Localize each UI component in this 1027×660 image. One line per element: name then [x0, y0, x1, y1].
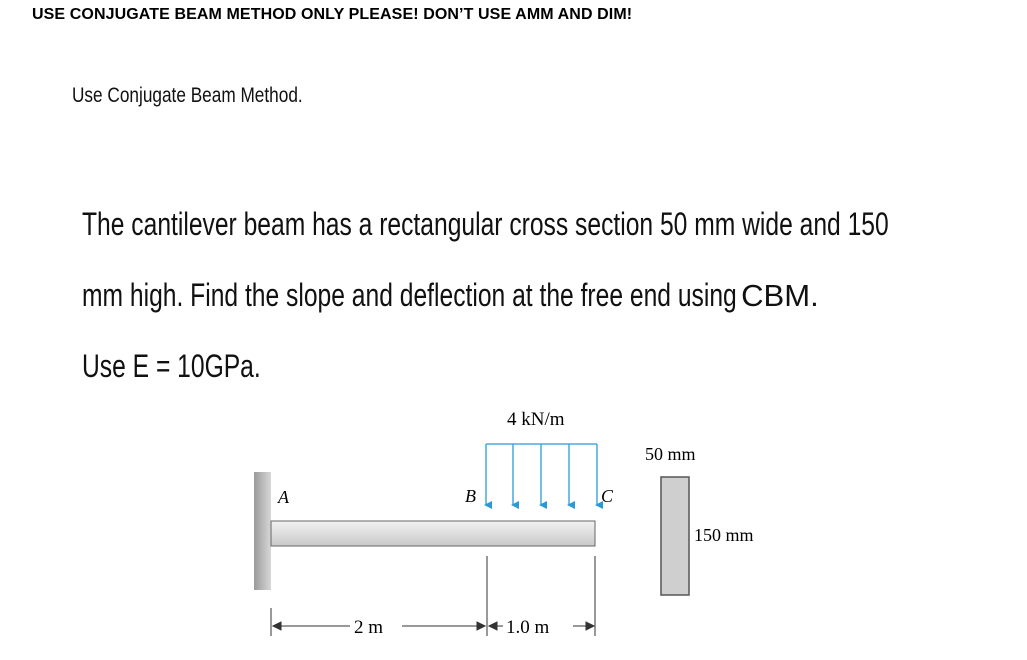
cantilever-beam — [271, 521, 595, 546]
instruction-banner: USE CONJUGATE BEAM METHOD ONLY PLEASE! DON’T USE AMM AND DIM! — [32, 6, 633, 23]
load-label: 4 kN/m — [507, 409, 565, 430]
problem-line-2-cbm: CBM. — [741, 278, 819, 313]
section-height-label: 150 mm — [694, 525, 754, 545]
dim-arrowhead — [586, 622, 594, 630]
point-label-a: A — [278, 487, 289, 507]
problem-line-3: Use E = 10GPa. — [82, 348, 261, 384]
dim-arrowhead — [489, 622, 497, 630]
dimension-ab-label: 2 m — [354, 617, 384, 638]
point-label-c: C — [601, 486, 614, 506]
cross-section — [661, 477, 689, 595]
distributed-load — [486, 444, 597, 505]
point-label-b: B — [465, 486, 476, 506]
dimension-bc-label: 1.0 m — [506, 617, 550, 638]
problem-line-2-main: mm high. Find the slope and deflection at the free end using — [82, 277, 737, 313]
fixed-support-wall — [254, 472, 271, 590]
section-width-label: 50 mm — [645, 444, 696, 464]
dim-arrowhead — [477, 622, 485, 630]
dim-arrowhead — [273, 622, 281, 630]
problem-line-1: The cantilever beam has a rectangular cross section 50 mm wide and 150 — [82, 206, 889, 242]
method-subtitle: Use Conjugate Beam Method. — [72, 84, 303, 107]
